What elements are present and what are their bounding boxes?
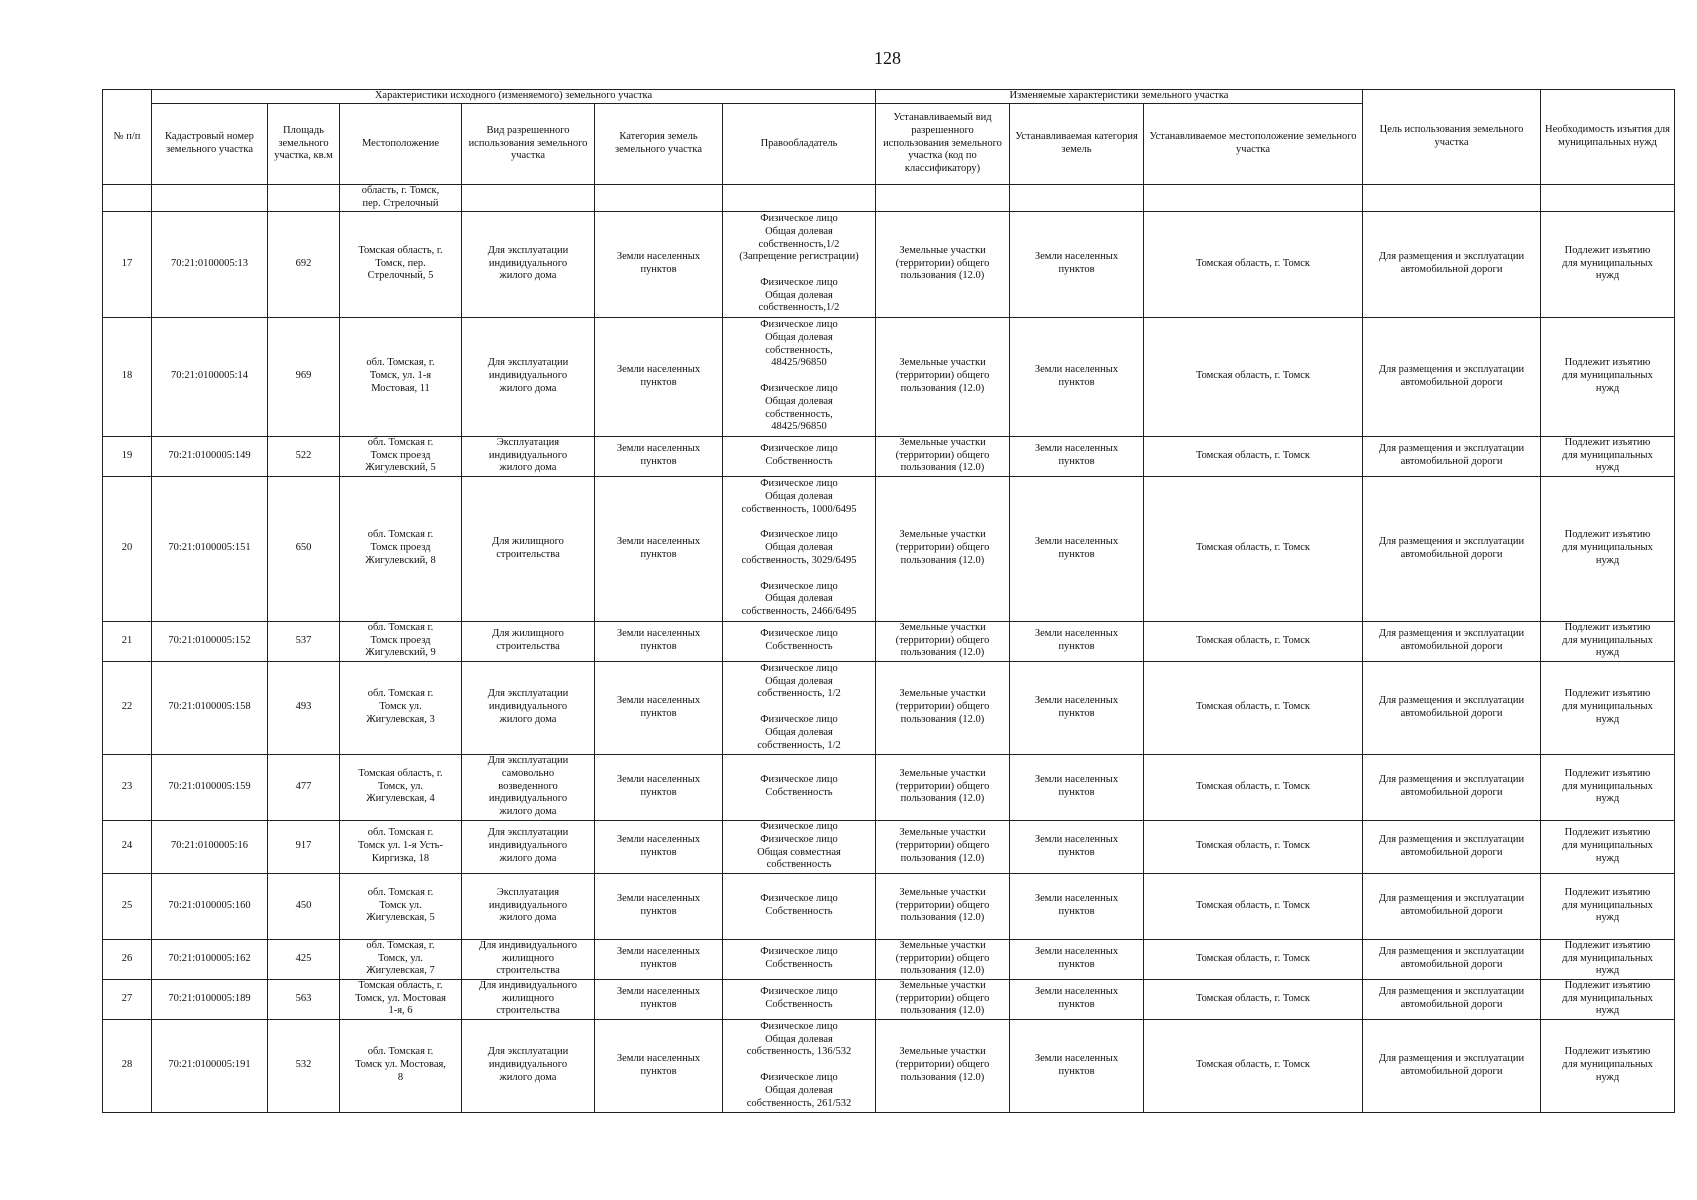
cell-location: обл. Томская г. Томск ул. Жигулевская, 3 (340, 661, 462, 754)
cell-owner: Физическое лицо Собственность (723, 621, 876, 661)
cell-purpose: Для размещения и эксплуатации автомобильной дороги (1363, 476, 1541, 621)
header-purpose: Цель использования земельного участка (1363, 90, 1541, 185)
table-row (103, 939, 1675, 979)
table-row (103, 436, 1675, 476)
cell-cadastral: 70:21:0100005:16 (152, 820, 268, 873)
cell-num: 24 (103, 820, 152, 873)
header-new-location: Устанавливаемое местоположение земельного участка (1144, 104, 1363, 185)
header-new-category: Устанавливаемая категория земель (1010, 104, 1144, 185)
cell-new-location: Томская область, г. Томск (1144, 661, 1363, 754)
header-necessity: Необходимость изъятия для муниципальных нужд (1541, 90, 1675, 185)
table-row (103, 1019, 1675, 1112)
cell-cadastral: 70:21:0100005:160 (152, 873, 268, 939)
cell-purpose: Для размещения и эксплуатации автомобильной дороги (1363, 939, 1541, 979)
cell-location: обл. Томская г. Томск проезд Жигулевский, 9 (340, 621, 462, 661)
cell-new-category: Земли населенных пунктов (1010, 754, 1144, 820)
cell-new-location: Томская область, г. Томск (1144, 317, 1363, 436)
header-use: Вид разрешенного использования земельного участка (462, 104, 595, 185)
cell-category: Земли населенных пунктов (595, 939, 723, 979)
cell-num: 23 (103, 754, 152, 820)
cell-new-location: Томская область, г. Томск (1144, 436, 1363, 476)
cell-cadastral: 70:21:0100005:191 (152, 1019, 268, 1112)
cell-category: Земли населенных пунктов (595, 211, 723, 317)
table-row (103, 979, 1675, 1019)
cell-purpose: Для размещения и эксплуатации автомобильной дороги (1363, 873, 1541, 939)
cell-new-use: Земельные участки (территории) общего пользования (12.0) (876, 939, 1010, 979)
cell-owner: Физическое лицо Собственность (723, 436, 876, 476)
cell-use: Для эксплуатации индивидуального жилого дома (462, 1019, 595, 1112)
cell-purpose: Для размещения и эксплуатации автомобильной дороги (1363, 436, 1541, 476)
cell-necessity: Подлежит изъятию для муниципальных нужд (1541, 661, 1675, 754)
cell-necessity: Подлежит изъятию для муниципальных нужд (1541, 939, 1675, 979)
cell-area: 493 (268, 661, 340, 754)
cell-location: обл. Томская, г. Томск, ул. 1-я Мостовая, 11 (340, 317, 462, 436)
cell-area: 917 (268, 820, 340, 873)
cell-new-location: Томская область, г. Томск (1144, 621, 1363, 661)
header-new-use: Устанавливаемый вид разрешенного использования земельного участка (код по классификатору) (876, 104, 1010, 185)
cell-location: Томская область, г. Томск, пер. Стрелочный, 5 (340, 211, 462, 317)
cell-owner: Физическое лицо Собственность (723, 873, 876, 939)
cell-necessity: Подлежит изъятию для муниципальных нужд (1541, 754, 1675, 820)
cell-new-category: Земли населенных пунктов (1010, 317, 1144, 436)
cell-new-use: Земельные участки (территории) общего пользования (12.0) (876, 436, 1010, 476)
cell-num: 19 (103, 436, 152, 476)
cell-category: Земли населенных пунктов (595, 754, 723, 820)
table-row (103, 754, 1675, 820)
page-number: 128 (874, 48, 901, 68)
cell-num: 18 (103, 317, 152, 436)
cell-new-use: Земельные участки (территории) общего пользования (12.0) (876, 211, 1010, 317)
table-row (103, 211, 1675, 317)
header-cadastral: Кадастровый номер земельного участка (152, 104, 268, 185)
cell-cadastral: 70:21:0100005:149 (152, 436, 268, 476)
continuation-location: область, г. Томск, пер. Стрелочный (340, 185, 462, 212)
cell-category: Земли населенных пунктов (595, 436, 723, 476)
table-body (103, 185, 1675, 1113)
table-row (103, 661, 1675, 754)
cell-new-use: Земельные участки (территории) общего пользования (12.0) (876, 661, 1010, 754)
cell-new-category: Земли населенных пунктов (1010, 979, 1144, 1019)
cell-new-location: Томская область, г. Томск (1144, 211, 1363, 317)
cell-use: Эксплуатация индивидуального жилого дома (462, 436, 595, 476)
cell-cadastral: 70:21:0100005:13 (152, 211, 268, 317)
cell-use: Для эксплуатации самовольно возведенного индивидуального жилого дома (462, 754, 595, 820)
header-category: Категория земель земельного участка (595, 104, 723, 185)
cell-area: 522 (268, 436, 340, 476)
cell-location: обл. Томская, г. Томск, ул. Жигулевская, 7 (340, 939, 462, 979)
cell-use: Эксплуатация индивидуального жилого дома (462, 873, 595, 939)
cell-necessity: Подлежит изъятию для муниципальных нужд (1541, 1019, 1675, 1112)
header-area: Площадь земельного участка, кв.м (268, 104, 340, 185)
header-group-changed: Изменяемые характеристики земельного участка (876, 90, 1363, 104)
cell-area: 532 (268, 1019, 340, 1112)
cell-new-use: Земельные участки (территории) общего пользования (12.0) (876, 476, 1010, 621)
cell-necessity: Подлежит изъятию для муниципальных нужд (1541, 317, 1675, 436)
table-row (103, 476, 1675, 621)
cell-purpose: Для размещения и эксплуатации автомобильной дороги (1363, 211, 1541, 317)
cell-use: Для эксплуатации индивидуального жилого дома (462, 211, 595, 317)
cell-num: 17 (103, 211, 152, 317)
cell-new-location: Томская область, г. Томск (1144, 979, 1363, 1019)
cell-new-category: Земли населенных пунктов (1010, 211, 1144, 317)
cell-use: Для эксплуатации индивидуального жилого дома (462, 820, 595, 873)
cell-new-location: Томская область, г. Томск (1144, 1019, 1363, 1112)
cell-purpose: Для размещения и эксплуатации автомобильной дороги (1363, 317, 1541, 436)
cell-owner: Физическое лицо Физическое лицо Общая совместная собственность (723, 820, 876, 873)
cell-num: 25 (103, 873, 152, 939)
cell-owner: Физическое лицо Общая долевая собственность,1/2 (Запрещение регистрации) Физическое лицо Общая долевая собственность,1/2 (723, 211, 876, 317)
cell-necessity: Подлежит изъятию для муниципальных нужд (1541, 621, 1675, 661)
cell-new-category: Земли населенных пунктов (1010, 873, 1144, 939)
cell-new-use: Земельные участки (территории) общего пользования (12.0) (876, 820, 1010, 873)
cell-use: Для эксплуатации индивидуального жилого дома (462, 317, 595, 436)
cell-use: Для индивидуального жилищного строительства (462, 979, 595, 1019)
cell-category: Земли населенных пунктов (595, 661, 723, 754)
table-row (103, 820, 1675, 873)
cell-location: обл. Томская г. Томск ул. Жигулевская, 5 (340, 873, 462, 939)
cell-owner: Физическое лицо Собственность (723, 754, 876, 820)
cell-necessity: Подлежит изъятию для муниципальных нужд (1541, 476, 1675, 621)
cell-category: Земли населенных пунктов (595, 317, 723, 436)
cell-area: 537 (268, 621, 340, 661)
cell-necessity: Подлежит изъятию для муниципальных нужд (1541, 979, 1675, 1019)
cell-area: 692 (268, 211, 340, 317)
land-plots-table (102, 89, 1675, 1113)
cell-owner: Физическое лицо Общая долевая собственность, 1000/6495 Физическое лицо Общая долевая собственность, 3029/6495 Физическое лицо Общая долевая собственность, 2466/6495 (723, 476, 876, 621)
cell-new-category: Земли населенных пунктов (1010, 820, 1144, 873)
cell-location: обл. Томская г. Томск ул. Мостовая, 8 (340, 1019, 462, 1112)
table-header (103, 90, 1675, 185)
cell-num: 22 (103, 661, 152, 754)
header-num: № п/п (103, 90, 152, 185)
cell-num: 21 (103, 621, 152, 661)
cell-new-use: Земельные участки (территории) общего пользования (12.0) (876, 317, 1010, 436)
cell-category: Земли населенных пунктов (595, 820, 723, 873)
cell-new-use: Земельные участки (территории) общего пользования (12.0) (876, 621, 1010, 661)
cell-area: 450 (268, 873, 340, 939)
cell-area: 650 (268, 476, 340, 621)
cell-category: Земли населенных пунктов (595, 1019, 723, 1112)
cell-new-use: Земельные участки (территории) общего пользования (12.0) (876, 754, 1010, 820)
cell-location: Томская область, г. Томск, ул. Жигулевская, 4 (340, 754, 462, 820)
header-owner: Правообладатель (723, 104, 876, 185)
cell-area: 425 (268, 939, 340, 979)
cell-purpose: Для размещения и эксплуатации автомобильной дороги (1363, 820, 1541, 873)
cell-new-category: Земли населенных пунктов (1010, 476, 1144, 621)
cell-new-use: Земельные участки (территории) общего пользования (12.0) (876, 979, 1010, 1019)
cell-new-location: Томская область, г. Томск (1144, 873, 1363, 939)
cell-cadastral: 70:21:0100005:162 (152, 939, 268, 979)
cell-owner: Физическое лицо Собственность (723, 939, 876, 979)
cell-purpose: Для размещения и эксплуатации автомобильной дороги (1363, 979, 1541, 1019)
cell-use: Для жилищного строительства (462, 476, 595, 621)
cell-category: Земли населенных пунктов (595, 476, 723, 621)
cell-necessity: Подлежит изъятию для муниципальных нужд (1541, 873, 1675, 939)
cell-cadastral: 70:21:0100005:159 (152, 754, 268, 820)
cell-new-category: Земли населенных пунктов (1010, 621, 1144, 661)
cell-location: Томская область, г. Томск, ул. Мостовая 1-я, 6 (340, 979, 462, 1019)
cell-new-use: Земельные участки (территории) общего пользования (12.0) (876, 873, 1010, 939)
cell-category: Земли населенных пунктов (595, 873, 723, 939)
cell-num: 20 (103, 476, 152, 621)
cell-new-category: Земли населенных пунктов (1010, 1019, 1144, 1112)
cell-use: Для жилищного строительства (462, 621, 595, 661)
cell-num: 28 (103, 1019, 152, 1112)
cell-category: Земли населенных пунктов (595, 979, 723, 1019)
cell-necessity: Подлежит изъятию для муниципальных нужд (1541, 820, 1675, 873)
cell-new-location: Томская область, г. Томск (1144, 939, 1363, 979)
cell-cadastral: 70:21:0100005:152 (152, 621, 268, 661)
cell-num: 26 (103, 939, 152, 979)
cell-new-category: Земли населенных пунктов (1010, 939, 1144, 979)
cell-new-location: Томская область, г. Томск (1144, 820, 1363, 873)
cell-new-location: Томская область, г. Томск (1144, 476, 1363, 621)
cell-owner: Физическое лицо Собственность (723, 979, 876, 1019)
cell-necessity: Подлежит изъятию для муниципальных нужд (1541, 436, 1675, 476)
cell-area: 563 (268, 979, 340, 1019)
cell-area: 477 (268, 754, 340, 820)
cell-use: Для эксплуатации индивидуального жилого дома (462, 661, 595, 754)
cell-owner: Физическое лицо Общая долевая собственность, 1/2 Физическое лицо Общая долевая собственность, 1/2 (723, 661, 876, 754)
cell-necessity: Подлежит изъятию для муниципальных нужд (1541, 211, 1675, 317)
header-location: Местоположение (340, 104, 462, 185)
cell-cadastral: 70:21:0100005:14 (152, 317, 268, 436)
header-group-source: Характеристики исходного (изменяемого) земельного участка (152, 90, 876, 104)
cell-use: Для индивидуального жилищного строительства (462, 939, 595, 979)
cell-new-category: Земли населенных пунктов (1010, 661, 1144, 754)
cell-new-use: Земельные участки (территории) общего пользования (12.0) (876, 1019, 1010, 1112)
cell-cadastral: 70:21:0100005:189 (152, 979, 268, 1019)
cell-new-location: Томская область, г. Томск (1144, 754, 1363, 820)
cell-num: 27 (103, 979, 152, 1019)
cell-cadastral: 70:21:0100005:151 (152, 476, 268, 621)
cell-owner: Физическое лицо Общая долевая собственность, 136/532 Физическое лицо Общая долевая собственность, 261/532 (723, 1019, 876, 1112)
cell-category: Земли населенных пунктов (595, 621, 723, 661)
continuation-row (103, 185, 1675, 212)
cell-location: обл. Томская г. Томск проезд Жигулевский, 8 (340, 476, 462, 621)
table-row (103, 873, 1675, 939)
cell-area: 969 (268, 317, 340, 436)
table-row (103, 621, 1675, 661)
cell-purpose: Для размещения и эксплуатации автомобильной дороги (1363, 661, 1541, 754)
cell-owner: Физическое лицо Общая долевая собственность, 48425/96850 Физическое лицо Общая долевая собственность, 48425/96850 (723, 317, 876, 436)
cell-new-category: Земли населенных пунктов (1010, 436, 1144, 476)
cell-location: обл. Томская г. Томск проезд Жигулевский, 5 (340, 436, 462, 476)
cell-purpose: Для размещения и эксплуатации автомобильной дороги (1363, 621, 1541, 661)
table-row (103, 317, 1675, 436)
cell-purpose: Для размещения и эксплуатации автомобильной дороги (1363, 1019, 1541, 1112)
cell-location: обл. Томская г. Томск ул. 1-я Усть- Киргизка, 18 (340, 820, 462, 873)
cell-cadastral: 70:21:0100005:158 (152, 661, 268, 754)
cell-purpose: Для размещения и эксплуатации автомобильной дороги (1363, 754, 1541, 820)
